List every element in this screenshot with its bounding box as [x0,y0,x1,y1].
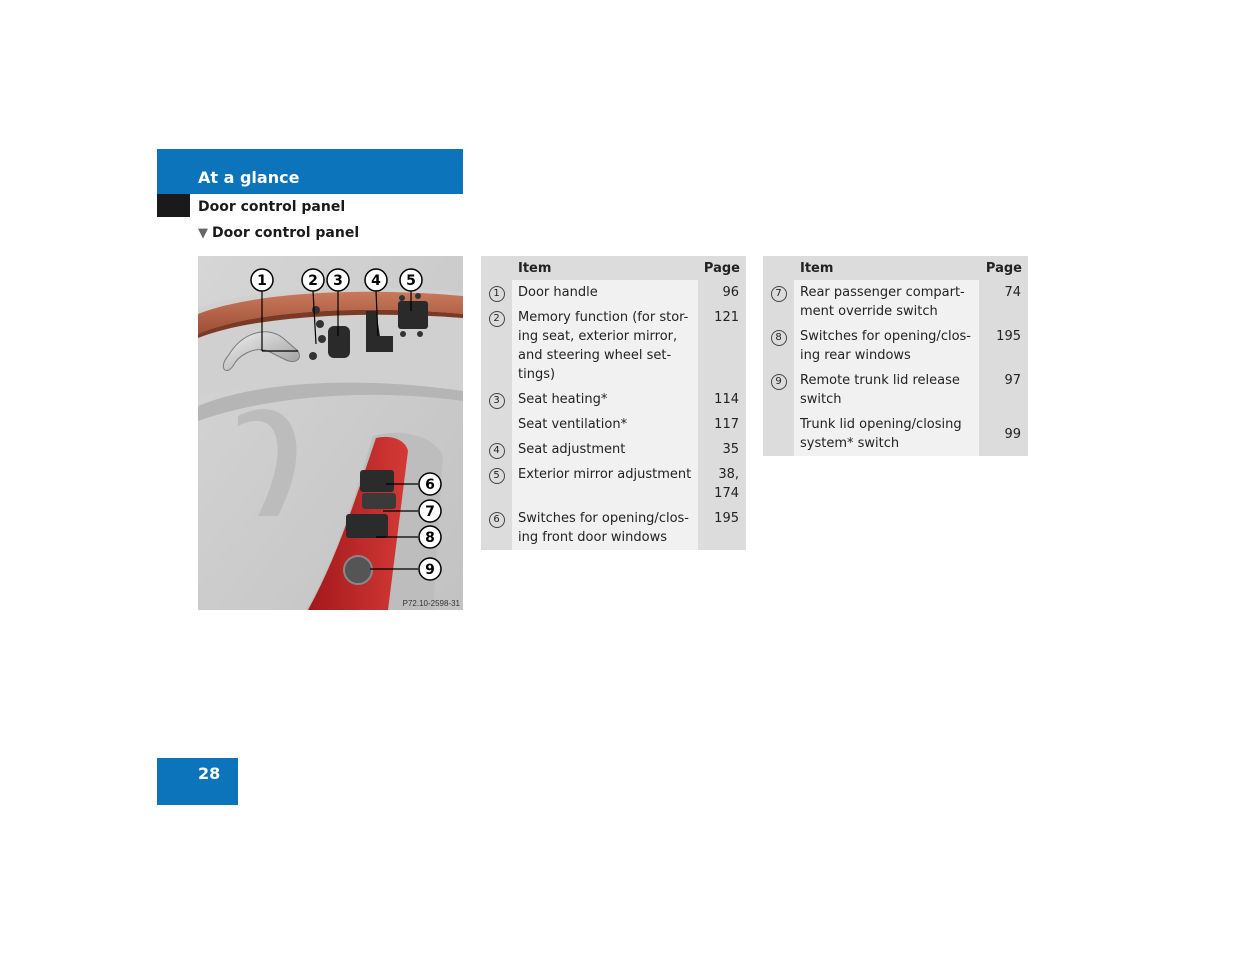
triangle-marker-icon: ▼ [198,226,208,241]
door-panel-illustration [198,256,463,610]
door-panel-drawing [198,256,463,610]
table-row [481,280,746,305]
page-number: 28 [198,764,221,783]
callout-6 [419,473,441,495]
table-body [763,280,1028,456]
items-table-left [481,256,746,550]
item-number: 1 [489,286,505,302]
item-number-cell [481,462,512,506]
svg-text:4: 4 [371,273,381,289]
table-row [763,368,1028,412]
callout-5 [400,269,422,291]
table-header-row [481,256,746,280]
item-description: Seat ventilation* [512,412,698,437]
header-page: Page [979,256,1028,280]
item-number-cell [763,368,794,412]
item-page-ref: 97 [979,368,1028,412]
item-number: 9 [771,374,787,390]
item-page-ref: 195 [979,324,1028,368]
item-number: 4 [489,443,505,459]
page-number-box [157,758,238,805]
section-tab-marker [157,194,190,217]
item-number-cell [481,387,512,412]
item-number: 2 [489,311,505,327]
table-row [763,412,1028,456]
callout-2 [302,269,324,291]
header-num-cell [763,256,794,280]
svg-text:2: 2 [308,273,318,289]
table-row [481,412,746,437]
svg-text:3: 3 [333,273,343,289]
items-table-right [763,256,1028,456]
callout-1 [251,269,273,291]
table-row [763,280,1028,324]
item-page-ref: 74 [979,280,1028,324]
table-row [481,305,746,387]
item-number-cell [481,412,512,437]
svg-text:6: 6 [425,477,435,493]
section-title: At a glance [198,168,300,187]
item-number: 3 [489,393,505,409]
svg-text:7: 7 [425,504,435,520]
item-number-cell [481,280,512,305]
item-number: 5 [489,468,505,484]
header-item: Item [512,256,698,280]
item-number-cell [481,305,512,387]
table-row [481,506,746,550]
item-description: Seat heating* [512,387,698,412]
table-row [481,437,746,462]
item-page-ref: 38, 174 [698,462,746,506]
table-row [763,324,1028,368]
item-description: Switches for opening/clos- ing rear windows [794,324,979,368]
callout-7 [419,500,441,522]
table-row [481,462,746,506]
header-page: Page [698,256,746,280]
svg-text:1: 1 [257,273,267,289]
callout-9 [419,558,441,580]
svg-text:8: 8 [425,530,435,546]
header-num-cell [481,256,512,280]
item-page-ref: 35 [698,437,746,462]
subheading: Door control panel [198,199,346,215]
item-number-cell [763,280,794,324]
header-item: Item [794,256,979,280]
callout-3 [327,269,349,291]
item-number: 6 [489,512,505,528]
svg-text:5: 5 [406,273,416,289]
item-number-cell [763,412,794,456]
item-page-ref: 117 [698,412,746,437]
item-page-ref: 121 [698,305,746,387]
subsubheading [198,225,359,241]
item-number: 7 [771,286,787,302]
item-description: Exterior mirror adjustment [512,462,698,506]
item-number-cell [481,506,512,550]
item-description: Door handle [512,280,698,305]
item-description: Memory function (for stor- ing seat, exterior mirror, and steering wheel set- tings) [512,305,698,387]
svg-text:9: 9 [425,562,435,578]
table-row [481,387,746,412]
item-description: Trunk lid opening/closing system* switch [794,412,979,456]
item-page-ref: 195 [698,506,746,550]
callout-4 [365,269,387,291]
item-page-ref: 114 [698,387,746,412]
item-number-cell [481,437,512,462]
item-description: Seat adjustment [512,437,698,462]
item-description: Remote trunk lid release switch [794,368,979,412]
item-number: 8 [771,330,787,346]
item-description: Switches for opening/clos- ing front door windows [512,506,698,550]
callout-8 [419,526,441,548]
figure-code: P72.10-2598-31 [402,599,460,608]
section-banner [157,149,463,194]
table-body [481,280,746,550]
item-page-ref: 99 [979,412,1028,456]
item-description: Rear passenger compart- ment override switch [794,280,979,324]
table-header-row [763,256,1028,280]
subsubheading-text: Door control panel [212,225,360,241]
item-page-ref: 96 [698,280,746,305]
item-number-cell [763,324,794,368]
